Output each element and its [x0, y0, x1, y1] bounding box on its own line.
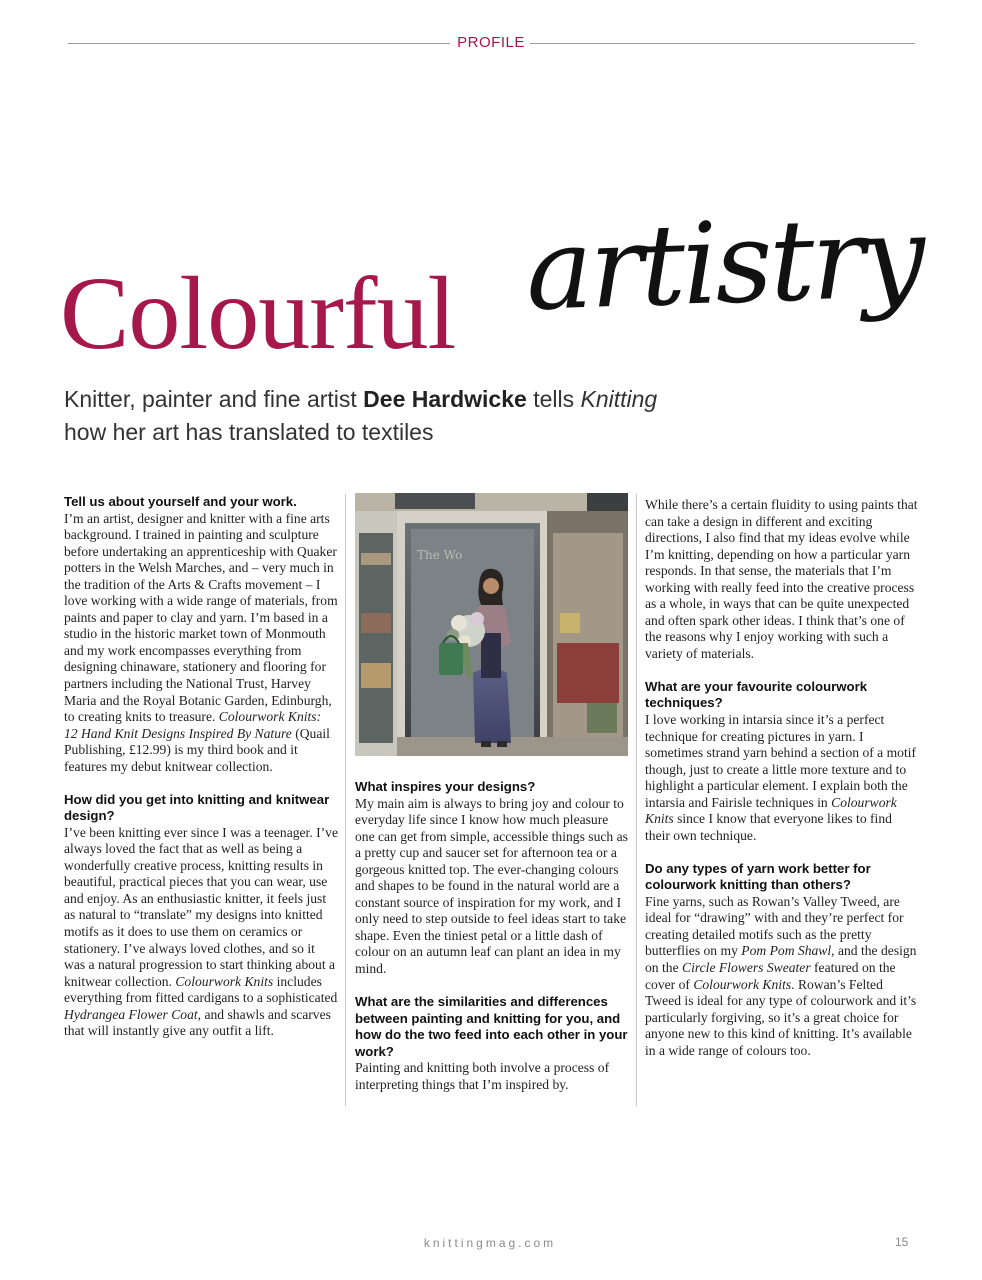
standfirst-pre: Knitter, painter and fine artist [64, 386, 364, 412]
answer-2-text-mid: includes everything from fitted cardigans to a sophisticated [64, 973, 338, 1006]
pattern-title: Hydrangea Flower Coat [64, 1006, 198, 1022]
title-serif: Colourful [60, 256, 456, 371]
answer-6-text: Fine yarns, such as Rowan’s Valley Tweed, are ideal for “drawing” with and they’re perfect for creating detailed motifs such as the pretty butterflies on my [645, 893, 904, 959]
answer-6-text-end: . Rowan’s Felted Tweed is ideal for any type of colourwork and it’s particularly forgiving, so it’s a great choice for anyone new to this kind of knitting. It’s available in a wide range of colours too. [645, 976, 917, 1058]
question-5: What are your favourite colourwork techniques? [645, 678, 868, 711]
book-title: Colourwork Knits [693, 976, 792, 992]
answer-1-text: I’m an artist, designer and knitter with a fine arts background. I trained in painting and sculpture before undertaking an apprenticeship with Quaker potters in the Welsh Marches, and – very much in the tradition of the Arts & Crafts movement – I love working with a wide range of materials, from paints and paper to clay and yarn. I’m based in a studio in the historic market town of Monmouth and my work encompasses everything from designing chinaware, stationery and flooring for partners including the National Trust, Harvey Maria and the Royal Botanic Garden, Edinburgh, to creating knits to treasure. [64, 510, 338, 725]
answer-3: My main aim is always to bring joy and colour to everyday life since I know how much pleasure one can get from simple, accessible things such as a pretty cup and saucer set for afternoon tea or a gorgeous knitted top. The ever-changing colours and shapes to be found in the natural world are a constant source of inspiration for my work, and I only need to step outside to feel ideas start to take shape. Even the tiniest petal or a little dash of colour on an autumn leaf can plant an idea in my mind. [355, 795, 628, 976]
answer-1-text-end: (Quail Publishing, £12.99) is my third book and it features my debut knitwear collection. [64, 725, 330, 774]
page-number: 15 [895, 1235, 909, 1249]
answer-6-text-mid: , and the design on the [645, 943, 917, 976]
question-4: What are the similarities and differences between painting and knitting for you, and how do the two feed into each other in your work? [355, 994, 628, 1059]
section-label: PROFILE [457, 34, 525, 51]
answer-1 [64, 511, 338, 776]
column-2 [355, 779, 629, 1093]
answer-5 [645, 712, 919, 844]
portrait-photo-illustration [355, 493, 628, 756]
interviewee-name: Dee Hardwicke [363, 386, 527, 412]
question-1: Tell us about yourself and your work. [64, 494, 297, 509]
standfirst-post: how her art has translated to textiles [64, 419, 434, 445]
column-rule-2 [636, 494, 637, 1106]
book-title: Colourwork Knits [175, 973, 274, 989]
standfirst [64, 383, 804, 449]
answer-2 [64, 825, 338, 1040]
publication-name: Knitting [580, 386, 658, 412]
question-2: How did you get into knitting and knitwear design? [64, 791, 330, 824]
header-rule-left [68, 43, 450, 44]
answer-6-text-mid2: featured on the cover of [645, 960, 896, 992]
answer-4-continued: While there’s a certain fluidity to using paints that can take a design in different and exciting directions, I also find that my ideas evolve while I’m knitting, depending on how a particular yarn responds. In that sense, the materials that I’m working with really feed into the creative process as a whole, in ways that can be quite unexpected and often spark other ideas. I think that’s one of the reasons why I enjoy working with such a variety of materials. [645, 497, 918, 661]
portrait-photo [355, 493, 628, 756]
pattern-title: Circle Flowers Sweater [682, 960, 811, 976]
column-3 [645, 497, 919, 1059]
column-1 [64, 494, 338, 1040]
question-6: Do any types of yarn work better for colourwork knitting than others? [645, 860, 871, 893]
title-script: artistry [523, 192, 925, 336]
footer-url: knittingmag.com [423, 1236, 557, 1250]
book-title: Colourwork Knits: 12 Hand Knit Designs Inspired By Nature [64, 709, 322, 741]
answer-4: Painting and knitting both involve a process of interpreting things that I’m inspired by. [355, 1060, 610, 1092]
pattern-title: Pom Pom Shawl [741, 943, 832, 959]
answer-5-text-end: since I know that everyone likes to find their own technique. [645, 811, 892, 843]
book-title: Colourwork Knits [645, 794, 897, 827]
standfirst-mid: tells [526, 386, 581, 412]
header-rule-right [530, 43, 915, 44]
answer-2-text-end: , and shawls and scarves that will instantly give any outfit a lift. [64, 1006, 331, 1039]
answer-6 [645, 894, 919, 1059]
shop-sign-text: The Wo [417, 548, 463, 562]
answer-2-text: I’ve been knitting ever since I was a teenager. I’ve always loved the fact that as well as being a wonderfully creative process, knitting results in beautiful, practical pieces that you can wear, use and enjoy. As an enthusiastic knitter, it feels just as natural to “translate” my designs into knitted motifs as it does to use them on ceramics or stationery. I’ve always loved clothes, and so it was a natural progression to start thinking about a knitwear collection. [64, 824, 339, 989]
column-rule-1 [345, 494, 346, 1106]
answer-5-text: I love working in intarsia since it’s a perfect technique for creating pictures in yarn. I sometimes strand yarn behind a section of a motif though, just to create a little more texture and to highlight a particular element. I explain both the intarsia and Fairisle techniques in [645, 711, 917, 810]
question-3: What inspires your designs? [355, 779, 536, 794]
